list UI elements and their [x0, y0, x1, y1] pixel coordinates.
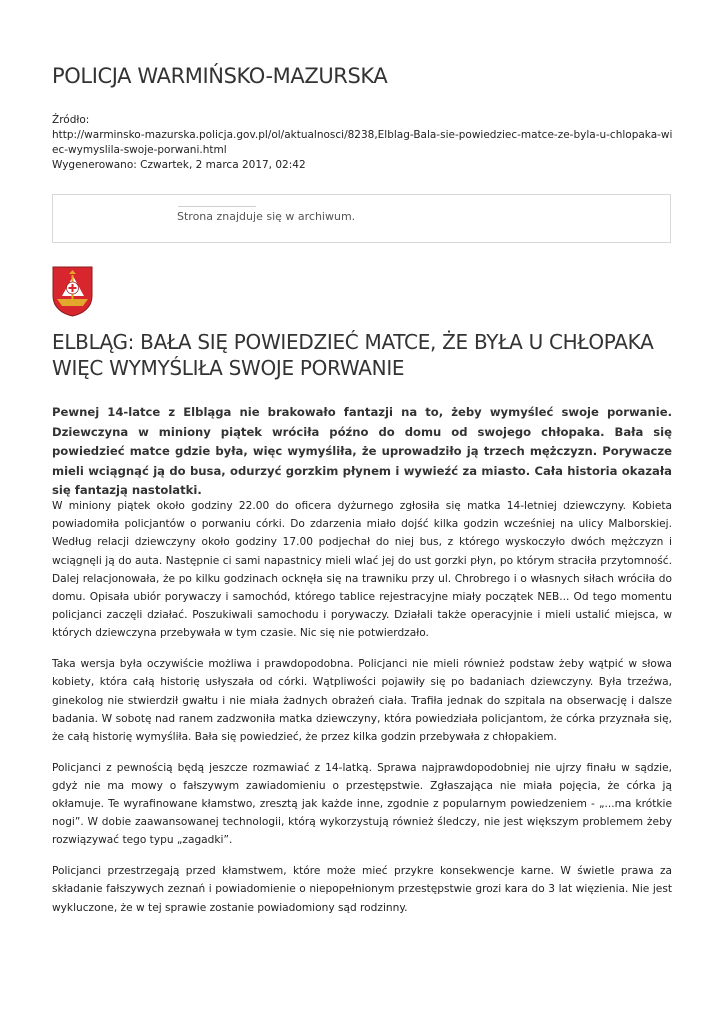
site-title: POLICJA WARMIŃSKO-MAZURSKA	[52, 64, 388, 88]
archive-notice	[52, 194, 671, 243]
source-label: Źródło:	[52, 114, 90, 126]
article-body	[52, 497, 672, 929]
article-paragraph: W miniony piątek około godziny 22.00 do oficera dyżurnego zgłosiła się matka 14-letniej dziewczyny. Kobieta powiadomiła policjantów o porwaniu córki. Do zdarzenia miało dojść kilka godzin wcześniej na ulicy Malborskiej. Według relacji dziewczyny około godziny 17.00 podjechał do niej bus, z którego wyskoczyło dwóch mężczyzn i wciągnęli ją do auta. Następnie ci sami napastnicy mieli wlać jej do ust gorzki płyn, po którym straciła przytomność. Dalej relacjonowała, że po kilku godzinach ocknęła się na trawniku przy ul. Chrobrego i o własnych siłach wróciła do domu. Opisała ubiór porywaczy i samochód, którego tablice rejestracyjne miały początek NEB... Od tego momentu policjanci zaczęli działać. Poszukiwali samochodu i porywaczy. Działali także operacyjnie i mieli ustalić miejsca, w których dziewczyna przebywała w tym czasie. Nic się nie potwierdzało.	[52, 500, 672, 640]
source-url[interactable]: http://warminsko-mazurska.policja.gov.pl/ol/aktualnosci/8238,Elblag-Bala-sie-powiedziec-matce-ze-byla-u-chlopaka-wiec-wymyslila-swoje-porwani.html	[52, 129, 673, 156]
article-paragraph: Policjanci przestrzegają przed kłamstwem, które może mieć przykre konsekwencje karne. W świetle prawa za składanie fałszywych zeznań i powiadomienie o niepopełnionym przestępstwie grozi kara do 3 lat więzienia. Nie jest wykluczone, że w tej sprawie zostanie powiadomiony sąd rodzinny.	[52, 865, 672, 914]
generated-timestamp: Wygenerowano: Czwartek, 2 marca 2017, 02:42	[52, 159, 306, 171]
archive-divider	[178, 206, 256, 207]
archive-message: Strona znajduje się w archiwum.	[177, 210, 356, 223]
article-lead: Pewnej 14-latce z Elbląga nie brakowało fantazji na to, żeby wymyśleć swoje porwanie. Dziewczyna w miniony piątek wróciła późno do domu od swojego chłopaka. Bała się powiedzieć matce gdzie była, więc wymyśliła, że uprowadziło ją trzech mężczyzn. Porywacze mieli wciągnąć ją do busa, odurzyć gorzkim płynem i wywieźć za miasto. Cała historia okazała się fantazją nastolatki.	[52, 405, 672, 497]
article-title: ELBLĄG: BAŁA SIĘ POWIEDZIEĆ MATCE, ŻE BYŁA U CHŁOPAKA WIĘC WYMYŚLIŁA SWOJE PORWANIE	[52, 330, 654, 380]
article-paragraph: Taka wersja była oczywiście możliwa i prawdopodobna. Policjanci nie mieli również podstaw żeby wątpić w słowa kobiety, która całą historię usłyszała od córki. Wątpliwości pojawiły się po badaniach dziewczyny. Była trzeźwa, ginekolog nie stwierdził gwałtu i nie miała żadnych obrażeń ciała. Trafiła jednak do szpitala na obserwację i dalsze badania. W sobotę nad ranem zadzwoniła matka dziewczyny, która powiedziała policjantom, że córka przyznała się, że całą historię wymyśliła. Bała się powiedzieć, że przez kilka godzin przebywała z chłopakiem.	[52, 658, 672, 743]
document-meta	[52, 113, 677, 173]
article-paragraph: Policjanci z pewnością będą jeszcze rozmawiać z 14-latką. Sprawa najprawdopodobniej nie ujrzy finału w sądzie, gdyż nie ma mowy o fałszywym zawiadomieniu o przestępstwie. Zgłaszająca nie miała pojęcia, że córka ją okłamuje. Te wyrafinowane kłamstwo, zresztą jak każde inne, zgodnie z popularnym powiedzeniem - „...ma krótkie nogi”. W dobie zaawansowanej technologii, którą wykorzystują również śledczy, nie jest większym problemem żeby rozwiązywać tego typu „zagadki”.	[52, 761, 672, 847]
coat-of-arms-icon	[52, 266, 93, 317]
